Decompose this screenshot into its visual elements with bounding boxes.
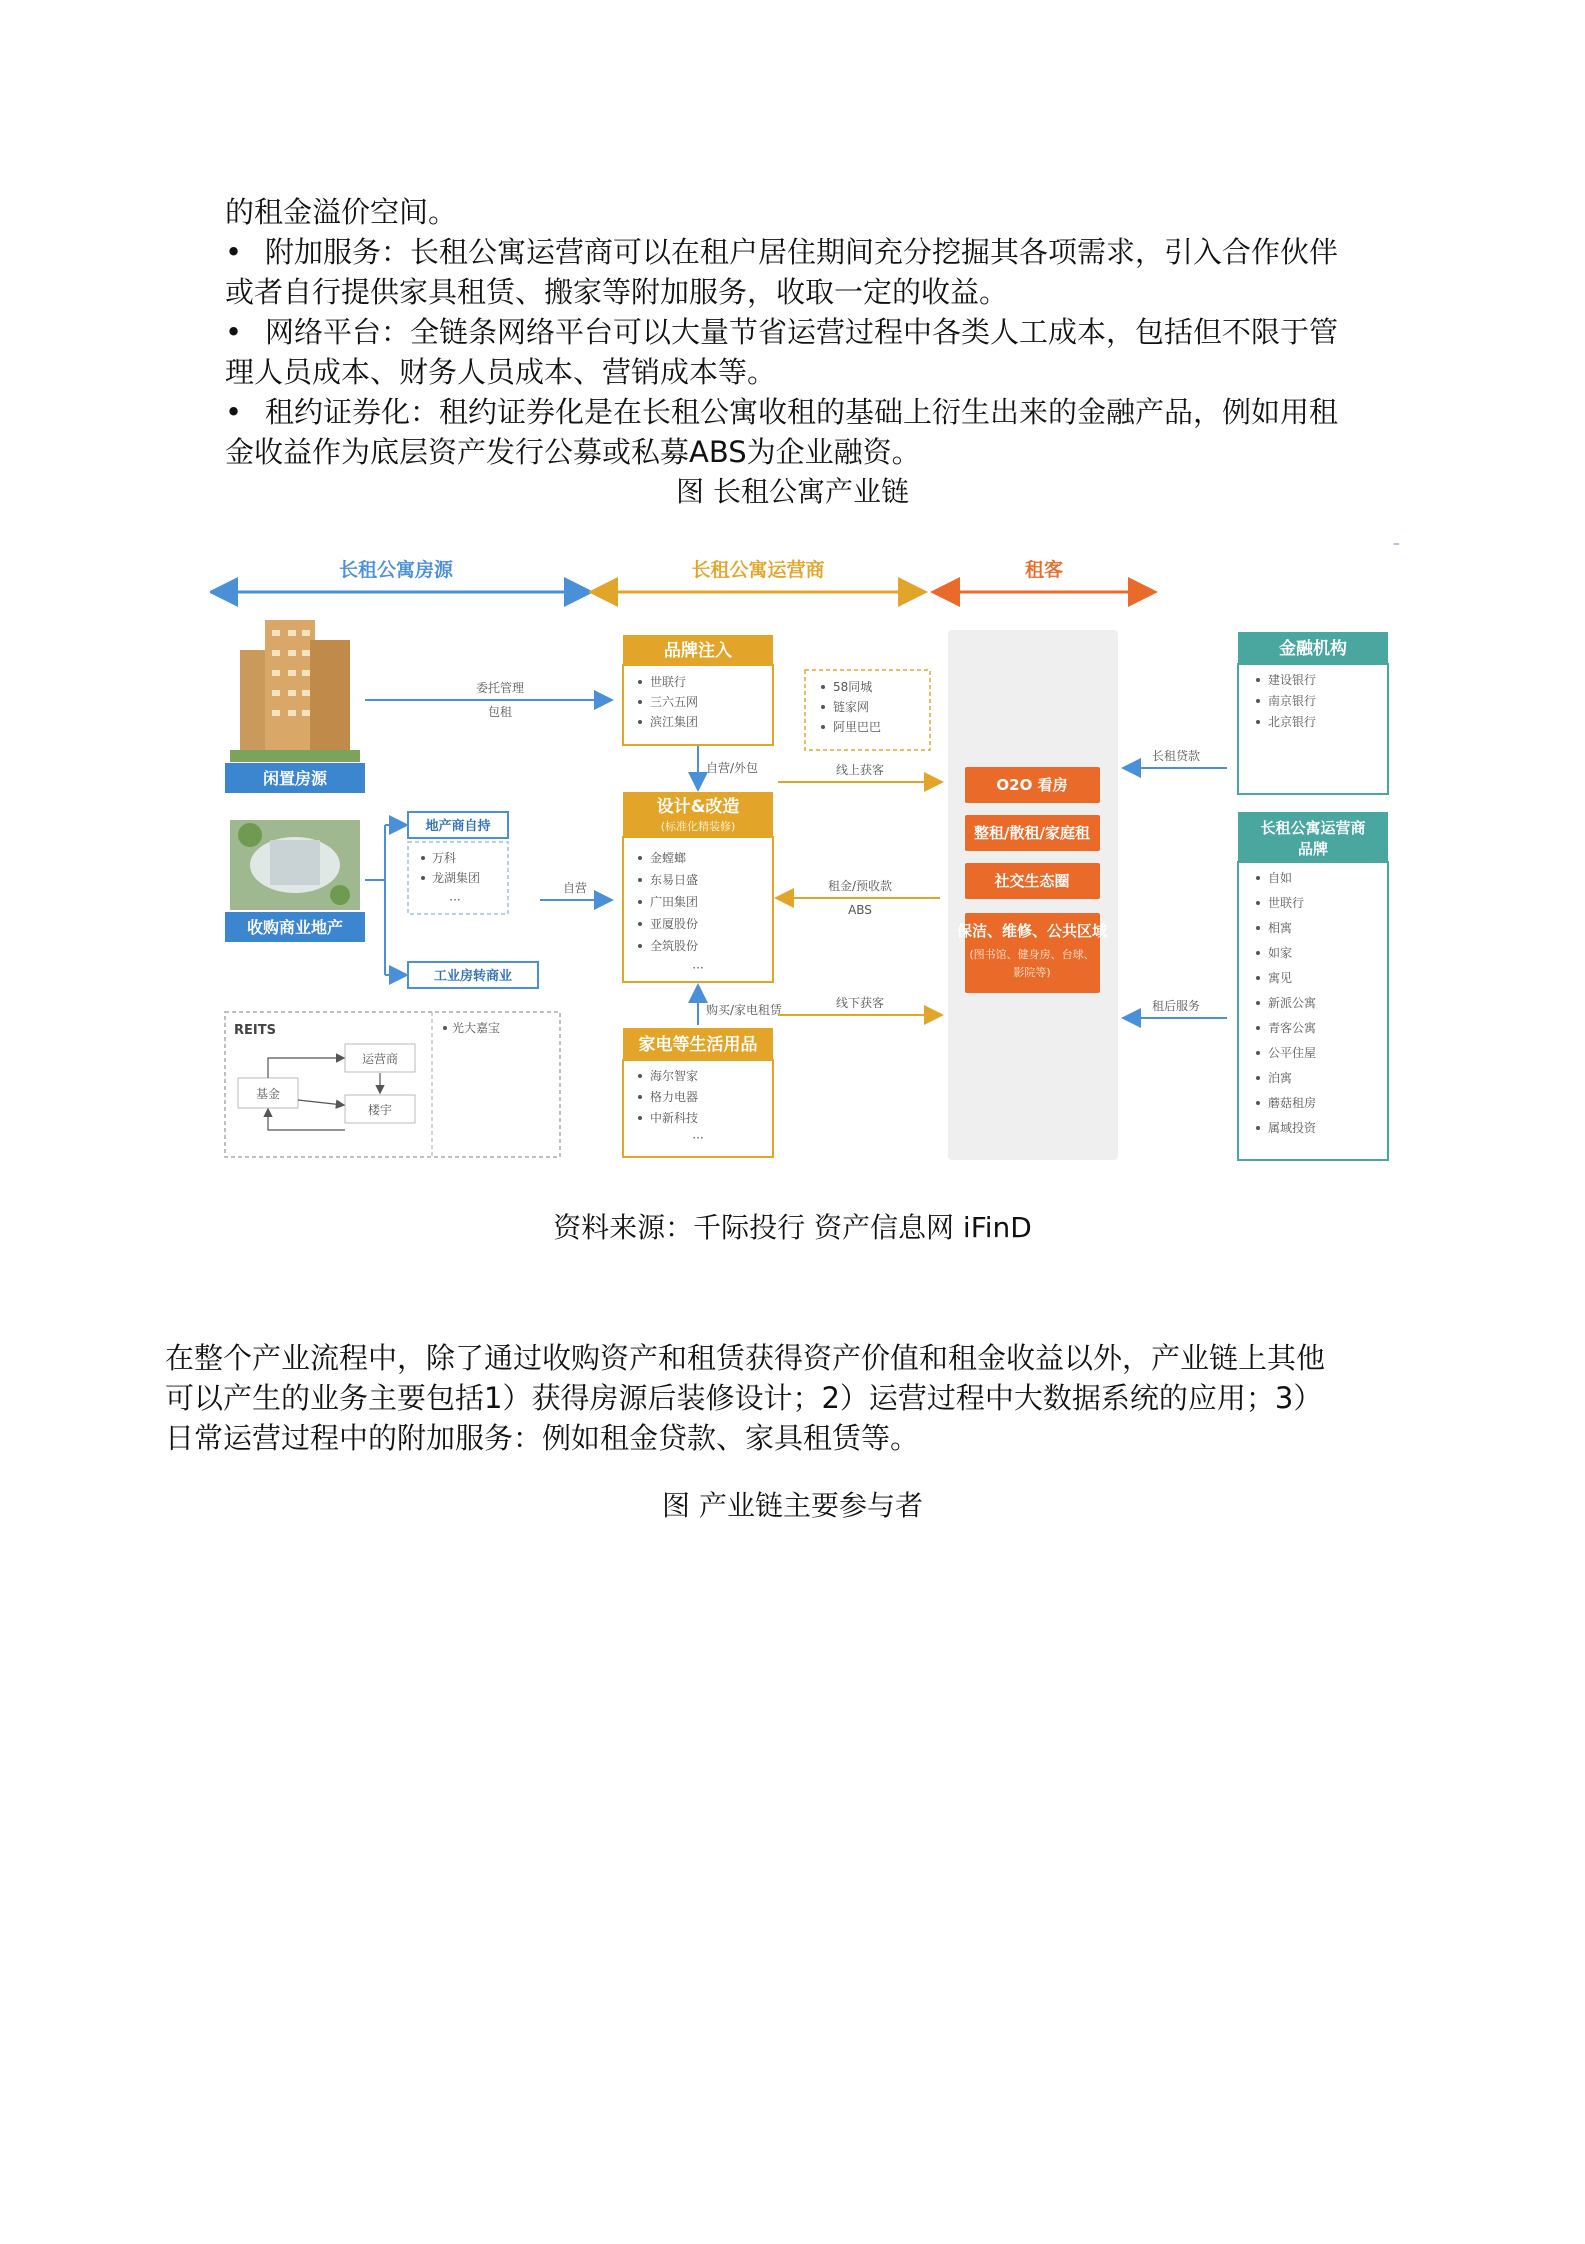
appliance-item: 中新科技: [650, 1111, 699, 1125]
design-item: 东易日盛: [650, 873, 699, 887]
dev-item: 万科: [432, 851, 457, 865]
design-subtitle: (标准化精装修): [660, 820, 736, 833]
operator-brand-item: 相寓: [1268, 921, 1293, 935]
brand-bullet: [1256, 1126, 1260, 1130]
operator-brand-item: 属域投资: [1268, 1121, 1317, 1135]
operator-brand-item: 寓见: [1268, 971, 1293, 985]
body-text-line: 日常运营过程中的附加服务：例如租金贷款、家具租赁等。: [165, 1421, 920, 1455]
design-item: 亚厦股份: [650, 917, 699, 931]
text-line: 理人员成本、财务人员成本、营销成本等。: [225, 355, 777, 389]
finance-title: 金融机构: [1279, 639, 1347, 659]
finance-item: 北京银行: [1268, 715, 1317, 729]
commercial-illustration: [230, 820, 360, 910]
bullet-marker: •: [225, 235, 243, 269]
tenant-rent-types: 整租/散租/家庭租: [974, 824, 1090, 842]
operator-brand-item: 世联行: [1268, 896, 1305, 910]
reits-building: 楼宇: [367, 1103, 393, 1117]
body-text-line: 在整个产业流程中，除了通过收购资产和租赁获得资产价值和租金收益以外，产业链上其他: [165, 1341, 1326, 1375]
operator-brand-item: 青客公寓: [1268, 1021, 1317, 1035]
text-line: 或者自行提供家具租赁、搬家等附加服务，收取一定的收益。: [225, 275, 1009, 309]
operator-brand-item: 自如: [1268, 871, 1293, 885]
brand-bullet: [1256, 1001, 1260, 1005]
appliance-item: 海尔智家: [650, 1069, 699, 1083]
tenant-social: 社交生态圈: [994, 872, 1070, 890]
operator-brand-item: 蘑菇租房: [1268, 1096, 1317, 1110]
brand-bullet: [1256, 926, 1260, 930]
brand-bullet: [1256, 951, 1260, 955]
figure-caption-2: 图 产业链主要参与者: [662, 1489, 923, 1522]
platform-item: 58同城: [833, 680, 873, 694]
brand-bullet: [1256, 976, 1260, 980]
tenant-services-sub: (图书馆、健身房、台球、: [969, 948, 1095, 961]
body-text-line: 可以产生的业务主要包括1）获得房源后装修设计；2）运营过程中大数据系统的应用；3）: [165, 1381, 1323, 1415]
platform-item: 阿里巴巴: [833, 720, 882, 734]
design-item: 全筑股份: [650, 939, 699, 953]
dev-item: ···: [449, 893, 461, 907]
reits-fund: 基金: [255, 1087, 281, 1101]
header-operator: 长租公寓运营商: [691, 559, 825, 581]
finance-item: 南京银行: [1268, 694, 1317, 708]
bullet-network: 网络平台：全链条网络平台可以大量节省运营过程中各类人工成本，包括但不限于管: [265, 315, 1339, 349]
corner-mark: –: [1393, 536, 1400, 552]
reits-right-item: 光大嘉宝: [452, 1021, 501, 1035]
design-more: ···: [692, 961, 704, 975]
tenant-services: 保洁、维修、公共区域: [956, 922, 1108, 940]
operator-brand-item: 如家: [1268, 946, 1293, 960]
source-line: 资料来源：千际投行 资产信息网 iFinD: [553, 1211, 1032, 1244]
bullet-securitization: 租约证券化：租约证券化是在长租公寓收租的基础上衍生出来的金融产品，例如用租: [265, 395, 1339, 429]
text-line: 的租金溢价空间。: [225, 195, 458, 229]
building-illustration: [230, 620, 360, 762]
operator-brand-item: 泊寓: [1268, 1071, 1293, 1085]
dev-item: 龙湖集团: [432, 871, 481, 885]
bullet-add-services: 附加服务：长租公寓运营商可以在租户居住期间充分挖掘其各项需求，引入合作伙伴: [265, 235, 1339, 269]
design-item: 广田集团: [650, 895, 699, 909]
brands-title: 品牌: [1297, 840, 1329, 858]
acquire-commercial-label: 收购商业地产: [246, 918, 344, 937]
label-long-loan: 长租贷款: [1151, 749, 1201, 763]
label-offline: 线下获客: [835, 996, 885, 1010]
label-sublease: 包租: [487, 705, 513, 719]
operator-brand-item: 公平住屋: [1268, 1046, 1317, 1060]
finance-item: 建设银行: [1268, 673, 1317, 687]
appliance-more: ···: [692, 1131, 704, 1145]
industry-chain-diagram: [210, 520, 1415, 1170]
label-abs: ABS: [848, 903, 872, 917]
label-online: 线上获客: [835, 763, 885, 777]
tenant-services-sub: 影院等): [1013, 966, 1051, 979]
label-rent-service: 租后服务: [1151, 999, 1201, 1013]
brands-title: 长租公寓运营商: [1260, 819, 1366, 837]
text-line: 金收益作为底层资产发行公募或私募ABS为企业融资。: [225, 435, 921, 469]
tenant-o2o: O2O 看房: [996, 776, 1068, 794]
operator-brand-item: 新派公寓: [1268, 996, 1317, 1010]
brand-bullet: [1256, 1076, 1260, 1080]
label-buy-rent: 购买/家电租赁: [706, 1003, 783, 1017]
header-tenant: 租客: [1024, 559, 1064, 581]
dev-self-hold-box: 地产商自持: [425, 819, 491, 834]
bullet-marker: •: [225, 315, 243, 349]
brand-injection-title: 品牌注入: [664, 641, 732, 661]
label-self-operate: 自营: [562, 881, 588, 895]
idle-housing-label: 闲置房源: [262, 769, 328, 788]
appliance-item: 格力电器: [650, 1090, 699, 1104]
figure-caption: 图 长租公寓产业链: [676, 475, 909, 508]
bullet-marker: •: [225, 395, 243, 429]
brand-item: 三六五网: [650, 695, 699, 709]
label-entrust: 委托管理: [475, 681, 525, 695]
appliance-title: 家电等生活用品: [638, 1035, 758, 1055]
brand-bullet: [1256, 1101, 1260, 1105]
reits-operator: 运营商: [361, 1052, 399, 1066]
design-title: 设计&改造: [656, 797, 740, 817]
label-self-outsource: 自营/外包: [706, 761, 759, 775]
reits-title: REITS: [234, 1023, 276, 1038]
brand-item: 世联行: [650, 675, 687, 689]
label-rent-prepay: 租金/预收款: [827, 879, 893, 893]
header-source: 长租公寓房源: [338, 559, 454, 581]
industrial-to-commercial-box: 工业房转商业: [433, 969, 513, 984]
brand-bullet: [1256, 1051, 1260, 1055]
brand-bullet: [1256, 1026, 1260, 1030]
brand-bullet: [1256, 876, 1260, 880]
design-item: 金螳螂: [650, 851, 687, 865]
brand-item: 滨江集团: [650, 715, 699, 729]
platform-item: 链家网: [833, 700, 870, 714]
brand-bullet: [1256, 901, 1260, 905]
